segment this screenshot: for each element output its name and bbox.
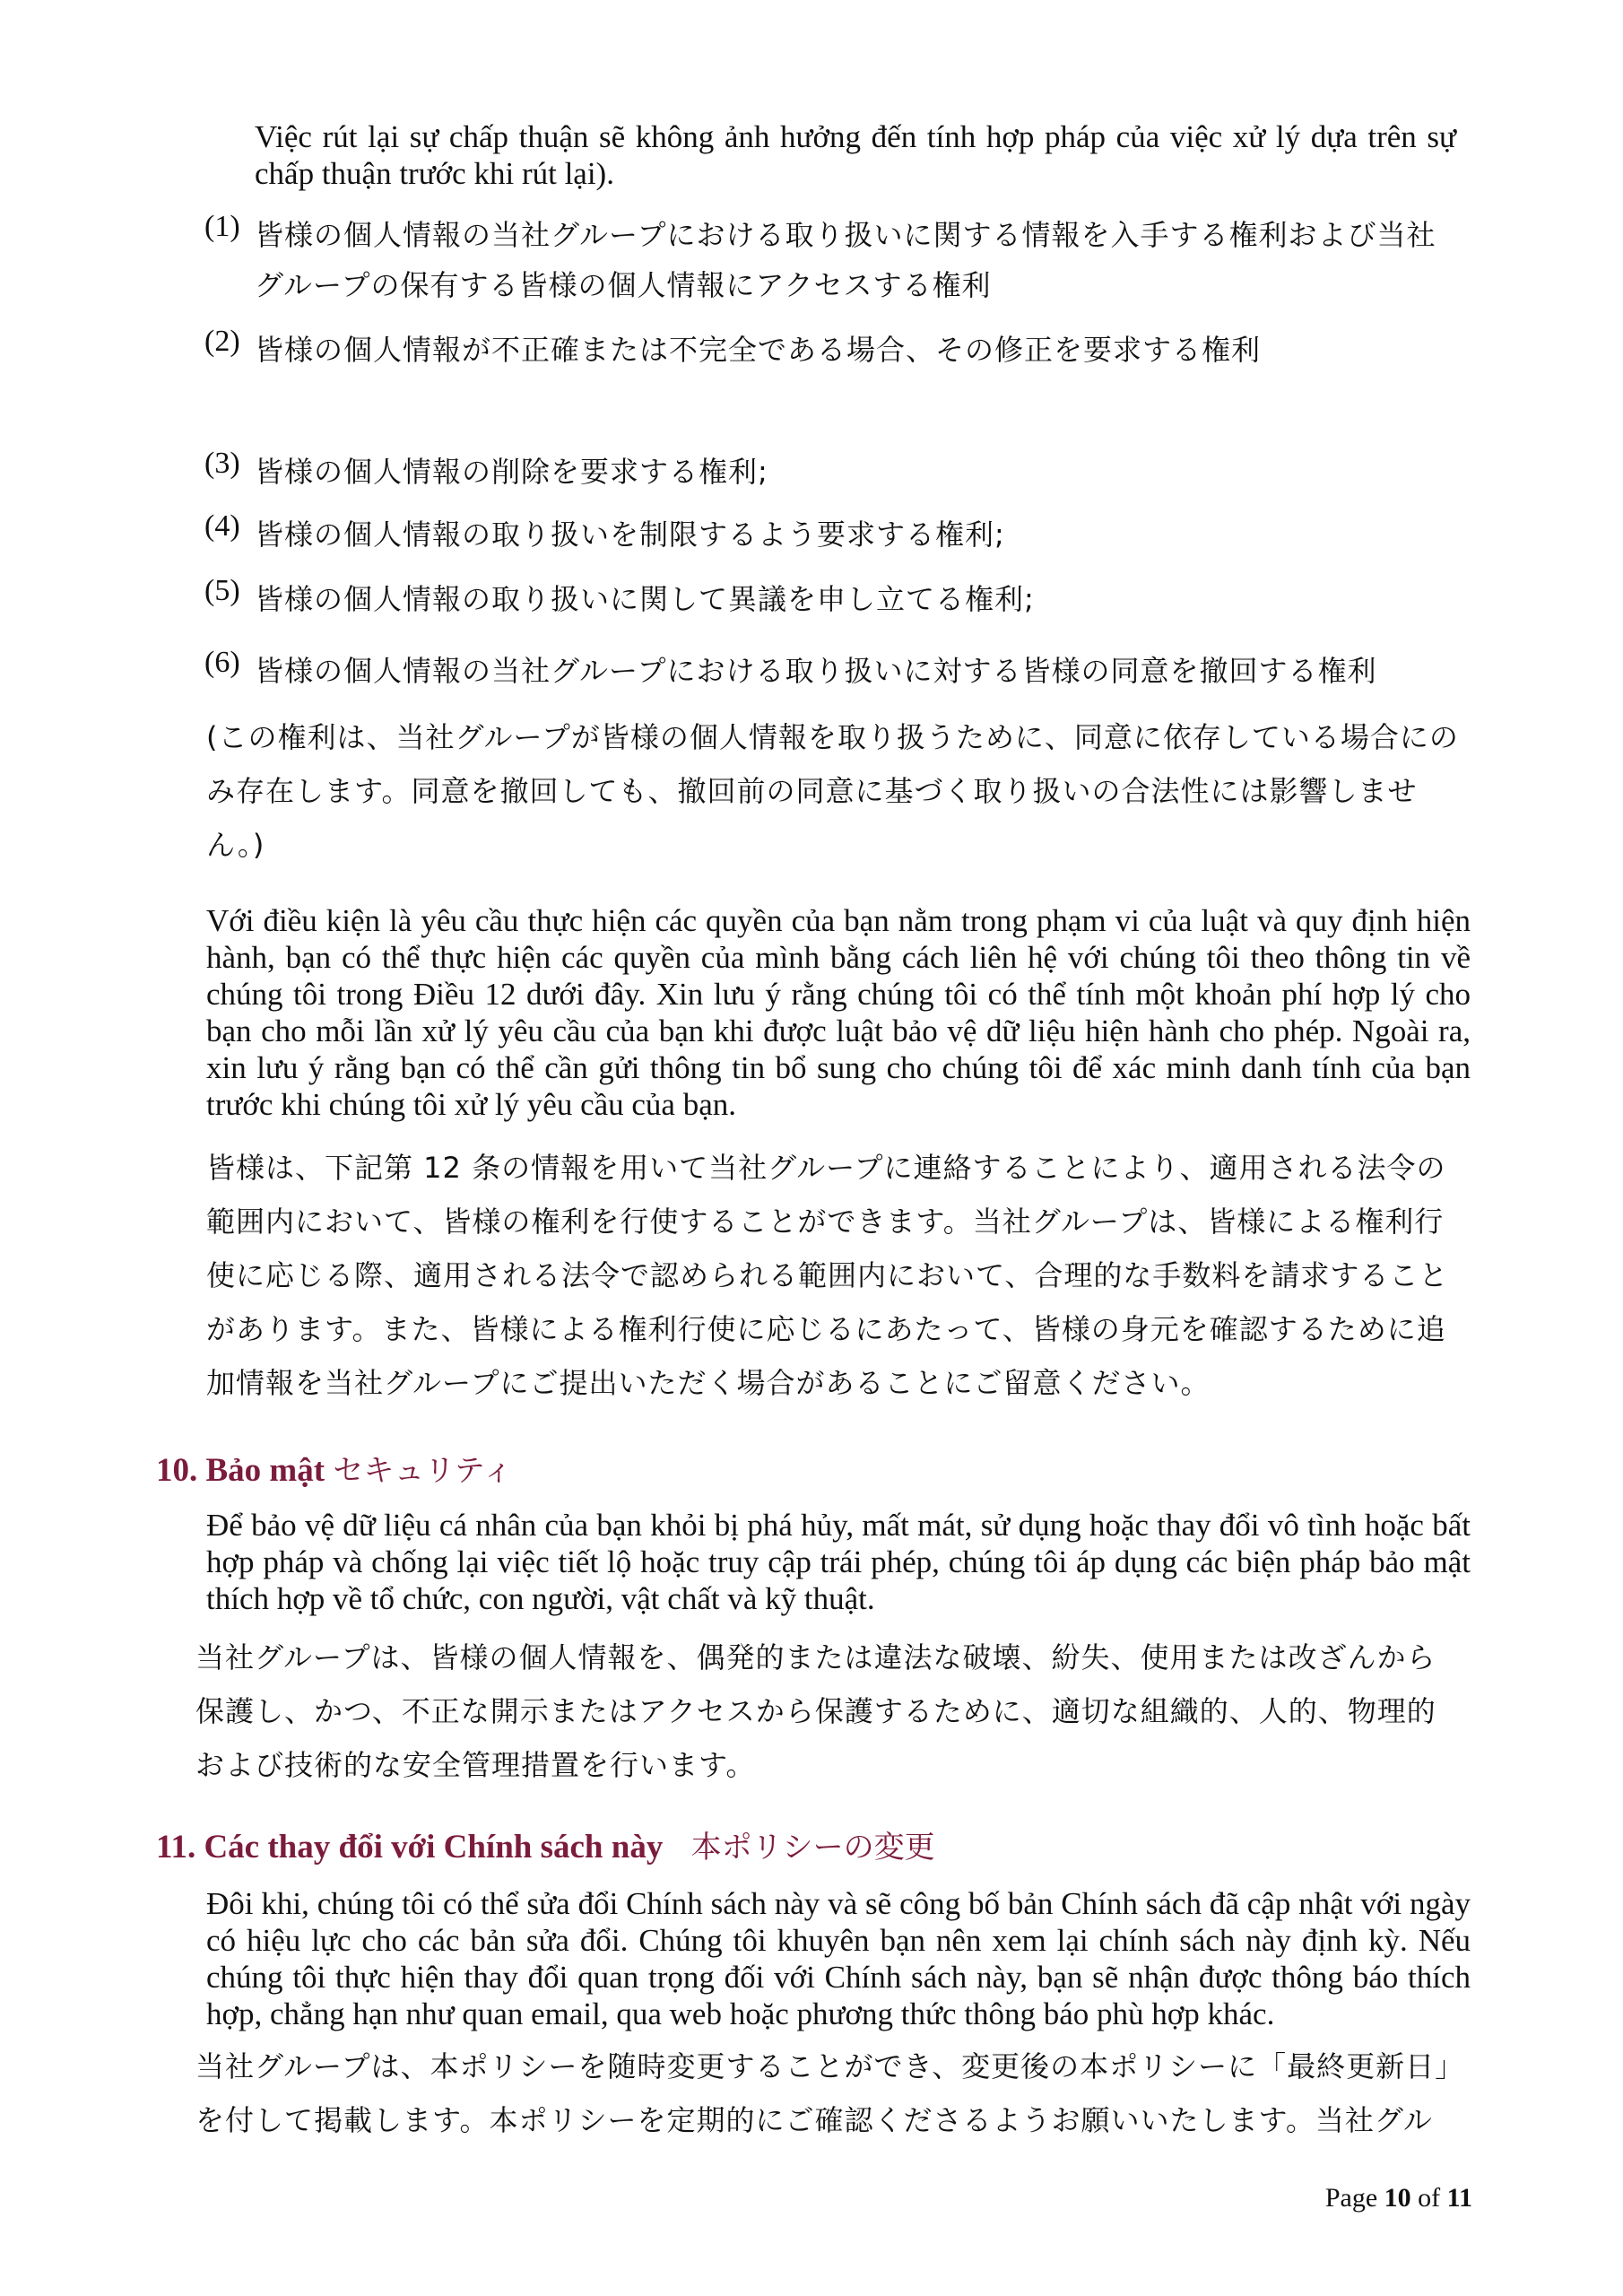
page-total: 11 bbox=[1446, 2183, 1472, 2213]
right-item-2 bbox=[204, 325, 1460, 375]
section-10-title-vi: 10. Bảo mật bbox=[156, 1452, 325, 1489]
right-item-1 bbox=[204, 210, 1460, 310]
section-10-title-ja: セキュリティ bbox=[333, 1453, 513, 1489]
right-number: (2) bbox=[204, 325, 240, 358]
right-text: 皆様の個人情報の取り扱いを制限するよう要求する権利; bbox=[255, 517, 1005, 552]
right-number: (3) bbox=[204, 447, 240, 480]
section-10-body-vi: Để bảo vệ dữ liệu cá nhân của bạn khỏi bị phá hủy, mất mát, sử dụng hoặc thay đổi vô tình hoặc bất hợp pháp và chống lại việc tiết lộ hoặc truy cập trái phép, chúng tôi áp dụng các biện pháp bảo mật thích hợp về tổ chức, con người, vật chất và kỹ thuật. bbox=[206, 1508, 1471, 1616]
exercise-rights-ja: 皆様は、下記第 12 条の情報を用いて当社グループに連絡することにより、適用される法令の範囲内において、皆様の権利を行使することができます。当社グループは、皆様による権利行使に応じる際、適用される法令で認められる範囲内において、合理的な手数料を請求することがあります。また、皆様による権利行使に応じるにあたって、皆様の身元を確認するために追加情報を当社グループにご提出いただく場合があることにご留意ください。 bbox=[206, 1151, 1449, 1400]
intro-paragraph-vi: Việc rút lại sự chấp thuận sẽ không ảnh hưởng đến tính hợp pháp của việc xử lý dựa trên sự chấp thuận trước khi rút lại). bbox=[255, 119, 1456, 191]
section-11-body-ja: 当社グループは、本ポリシーを随時変更することができ、変更後の本ポリシーに「最終更新日」を付して掲載します。本ポリシーを定期的にご確認くださるようお願いいたします。当社グル bbox=[195, 2049, 1451, 2137]
section-10-heading bbox=[156, 1446, 513, 1490]
right-item-6 bbox=[204, 646, 1460, 696]
right-text: 皆様の個人情報の削除を要求する権利; bbox=[255, 455, 768, 489]
right-text: 皆様の個人情報の当社グループにおける取り扱いに対する皆様の同意を撤回する権利 bbox=[255, 654, 1377, 688]
section-11-body-vi: Đôi khi, chúng tôi có thể sửa đổi Chính sách này và sẽ công bố bản Chính sách đã cập nhật với ngày có hiệu lực cho các bản sửa đổi. Chúng tôi khuyên bạn nên xem lại chính sách này định kỳ. Nếu chúng tôi thực hiện thay đổi quan trọng đối với Chính sách này, bạn sẽ nhận được thông báo thích hợp, chẳng hạn như quan email, qua web hoặc phương thức thông báo phù hợp khác. bbox=[206, 1886, 1471, 2031]
consent-note-ja: (この権利は、当社グループが皆様の個人情報を取り扱うために、同意に依存している場合にのみ存在します。同意を撤回しても、撤回前の同意に基づく取り扱いの合法性には影響しません。) bbox=[206, 720, 1459, 862]
right-number: (1) bbox=[204, 210, 240, 243]
right-number: (4) bbox=[204, 509, 240, 543]
right-item-3 bbox=[204, 447, 1460, 497]
section-11-title-ja: 本ポリシーの変更 bbox=[690, 1830, 935, 1866]
right-text: 皆様の個人情報の取り扱いに関して異議を申し立てる権利; bbox=[255, 582, 1035, 616]
page-word: Page bbox=[1324, 2183, 1378, 2213]
right-text: 皆様の個人情報の当社グループにおける取り扱いに関する情報を入手する権利および当社グループの保有する皆様の個人情報にアクセスする権利 bbox=[255, 218, 1436, 302]
right-item-4 bbox=[204, 509, 1460, 560]
section-10-body-ja: 当社グループは、皆様の個人情報を、偶発的または違法な破壊、紛失、使用または改ざんから保護し、かつ、不正な開示またはアクセスから保護するために、適切な組織的、人的、物理的および技術的な安全管理措置を行います。 bbox=[195, 1640, 1436, 1782]
of-word: of bbox=[1418, 2183, 1441, 2213]
exercise-rights-vi: Với điều kiện là yêu cầu thực hiện các quyền của bạn nằm trong phạm vi của luật và quy định hiện hành, bạn có thể thực hiện các quyền của mình bằng cách liên hệ với chúng tôi theo thông tin về chúng tôi trong Điều 12 dưới đây. Xin lưu ý rằng chúng tôi có thể tính một khoản phí hợp lý cho bạn cho mỗi lần xử lý yêu cầu của bạn khi được luật bảo vệ dữ liệu hiện hành cho phép. Ngoài ra, xin lưu ý rằng bạn có thể cần gửi thông tin bổ sung cho chúng tôi để xác minh danh tính của bạn trước khi chúng tôi xử lý yêu cầu của bạn. bbox=[206, 903, 1471, 1122]
section-11-heading bbox=[156, 1822, 935, 1866]
page-number: 10 bbox=[1384, 2183, 1411, 2213]
right-item-5 bbox=[204, 574, 1460, 624]
section-11-title-vi: 11. Các thay đổi với Chính sách này bbox=[156, 1829, 664, 1866]
right-text: 皆様の個人情報が不正確または不完全である場合、その修正を要求する権利 bbox=[255, 333, 1262, 367]
right-number: (5) bbox=[204, 574, 240, 607]
page-footer bbox=[1325, 2183, 1472, 2213]
right-number: (6) bbox=[204, 646, 240, 679]
